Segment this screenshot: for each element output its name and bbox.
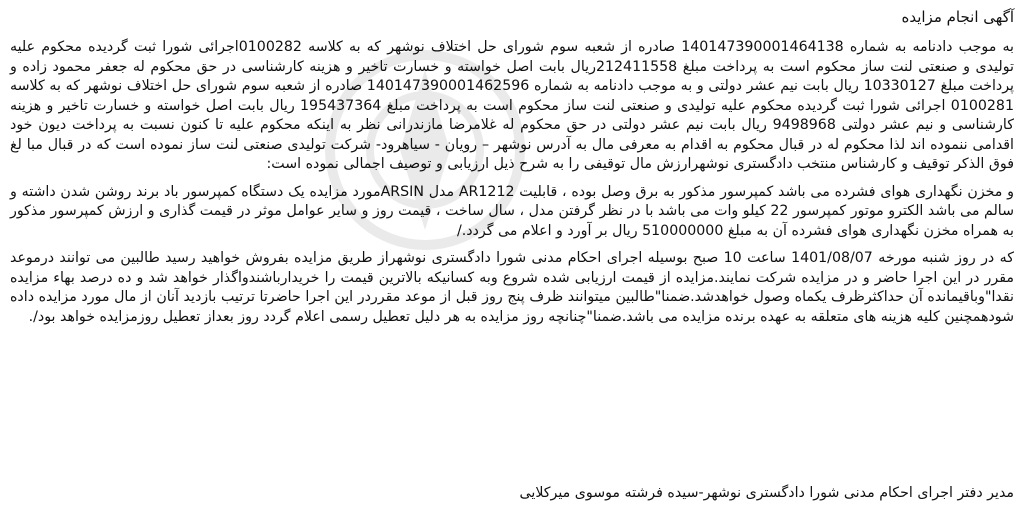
- notice-paragraph-item-description: و مخزن نگهداری هوای فشرده می باشد کمپرسور مذکور به برق وصل بوده ، قابلیت AR1212 مدل ARSINمورد مزایده یک دستگاه کمپرسور باد برند روشن شدن داشته و سالم می باشد الکترو موتور کمپرسور 22 کیلو وات می باشد با در نظر گرفتن مدل ، سال ساخت ، قیمت روز و سایر عوامل موثر در قیمت گذاری و ارزش کمپرسور مذکور به همراه مخزن نگهداری هوای فشرده آن به مبلغ 510000000 ریال بر آورد و اعلام می گردد./: [10, 183, 1015, 239]
- notice-title: آگهی انجام مزایده: [901, 8, 1014, 26]
- notice-paragraph-auction-terms: که در روز شنبه مورخه 1401/08/07 ساعت 10 صبح بوسیله اجرای احکام مدنی شورا دادگستری نوشهراز طریق مزایده بفروش خواهید رسید طالبین می توانند درموعد مقرر در این اجرا حاضر و در مزایده شرکت نمایند.مزایده از قیمت ارزیابی شده شروع وبه کسانیکه بالاترین قیمت را خریدارباشندواگذار خواهد شد و ده درصد بهاء مزایده نقدا"وباقیمانده آن حداکثرظرف یکماه وصول خواهدشد.ضمنا"طالبین میتوانند ظرف پنج روز قبل از موعد مقرردر این اجرا حاضرتا ترتیب بازدید آنان از مال مورد مزایده داده شودهمچنین کلیه هزینه های متعلقه به عهده برنده مزایده می باشد.ضمنا"چنانچه روز مزایده به هر دلیل تعطیل رسمی اعلام گردد روز بعداز تعطیل روزمزایده خواهد بود/.: [10, 250, 1014, 325]
- notice-signature: مدیر دفتر اجرای احکام مدنی شورا دادگستری نوشهر-سیده فرشته موسوی میرکلایی: [519, 485, 1014, 501]
- notice-paragraph-judgment: به موجب دادنامه به شماره 140147390001464138 صادره از شعبه سوم شورای حل اختلاف نوشهر که به کلاسه 0100282اجرائی شورا ثبت گردیده محکوم علیه تولیدی و صنعتی لنت ساز محکوم است به پرداخت مبلغ 212411558ریال بابت اصل خواسته و خسارت تاخیر و هزینه کارشناسی در حق محکوم له جعفر محمود زاده و پرداخت مبلغ 10330127 ریال بابت نیم عشر دولتی و به موجب دادنامه به شماره 140147390001462596 صادره از شعبه سوم شورای حل اختلاف نوشهر که به کلاسه 0100281 اجرائی شورا ثبت گردیده محکوم علیه تولیدی و صنعتی لنت ساز محکوم است به پرداخت مبلغ 195437364 ریال بابت اصل خواسته و خسارت تاخیر و هزینه کارشناسی و نیم عشر دولتی 9498968 ریال بابت نیم عشر دولتی در حق محکوم له غلامرضا مازندرانی نظر به اینکه محکوم علیه تا کنون نسبت به پرداخت دیون خود اقدامی ننموده اند لذا محکوم له در قبال محکوم به اقدام به معرفی مال به آدرس نوشهر – رویان - سیاهرود- شرکت تولیدی صنعتی لنت ساز نموده است که در قبال مبا لغ فوق الذکر توقیف و کارشناس منتخب دادگستری نوشهرارزش مال توقیفی را به شرح ذیل ارزیابی و توصیف اجمالی نموده است:: [10, 39, 1015, 172]
